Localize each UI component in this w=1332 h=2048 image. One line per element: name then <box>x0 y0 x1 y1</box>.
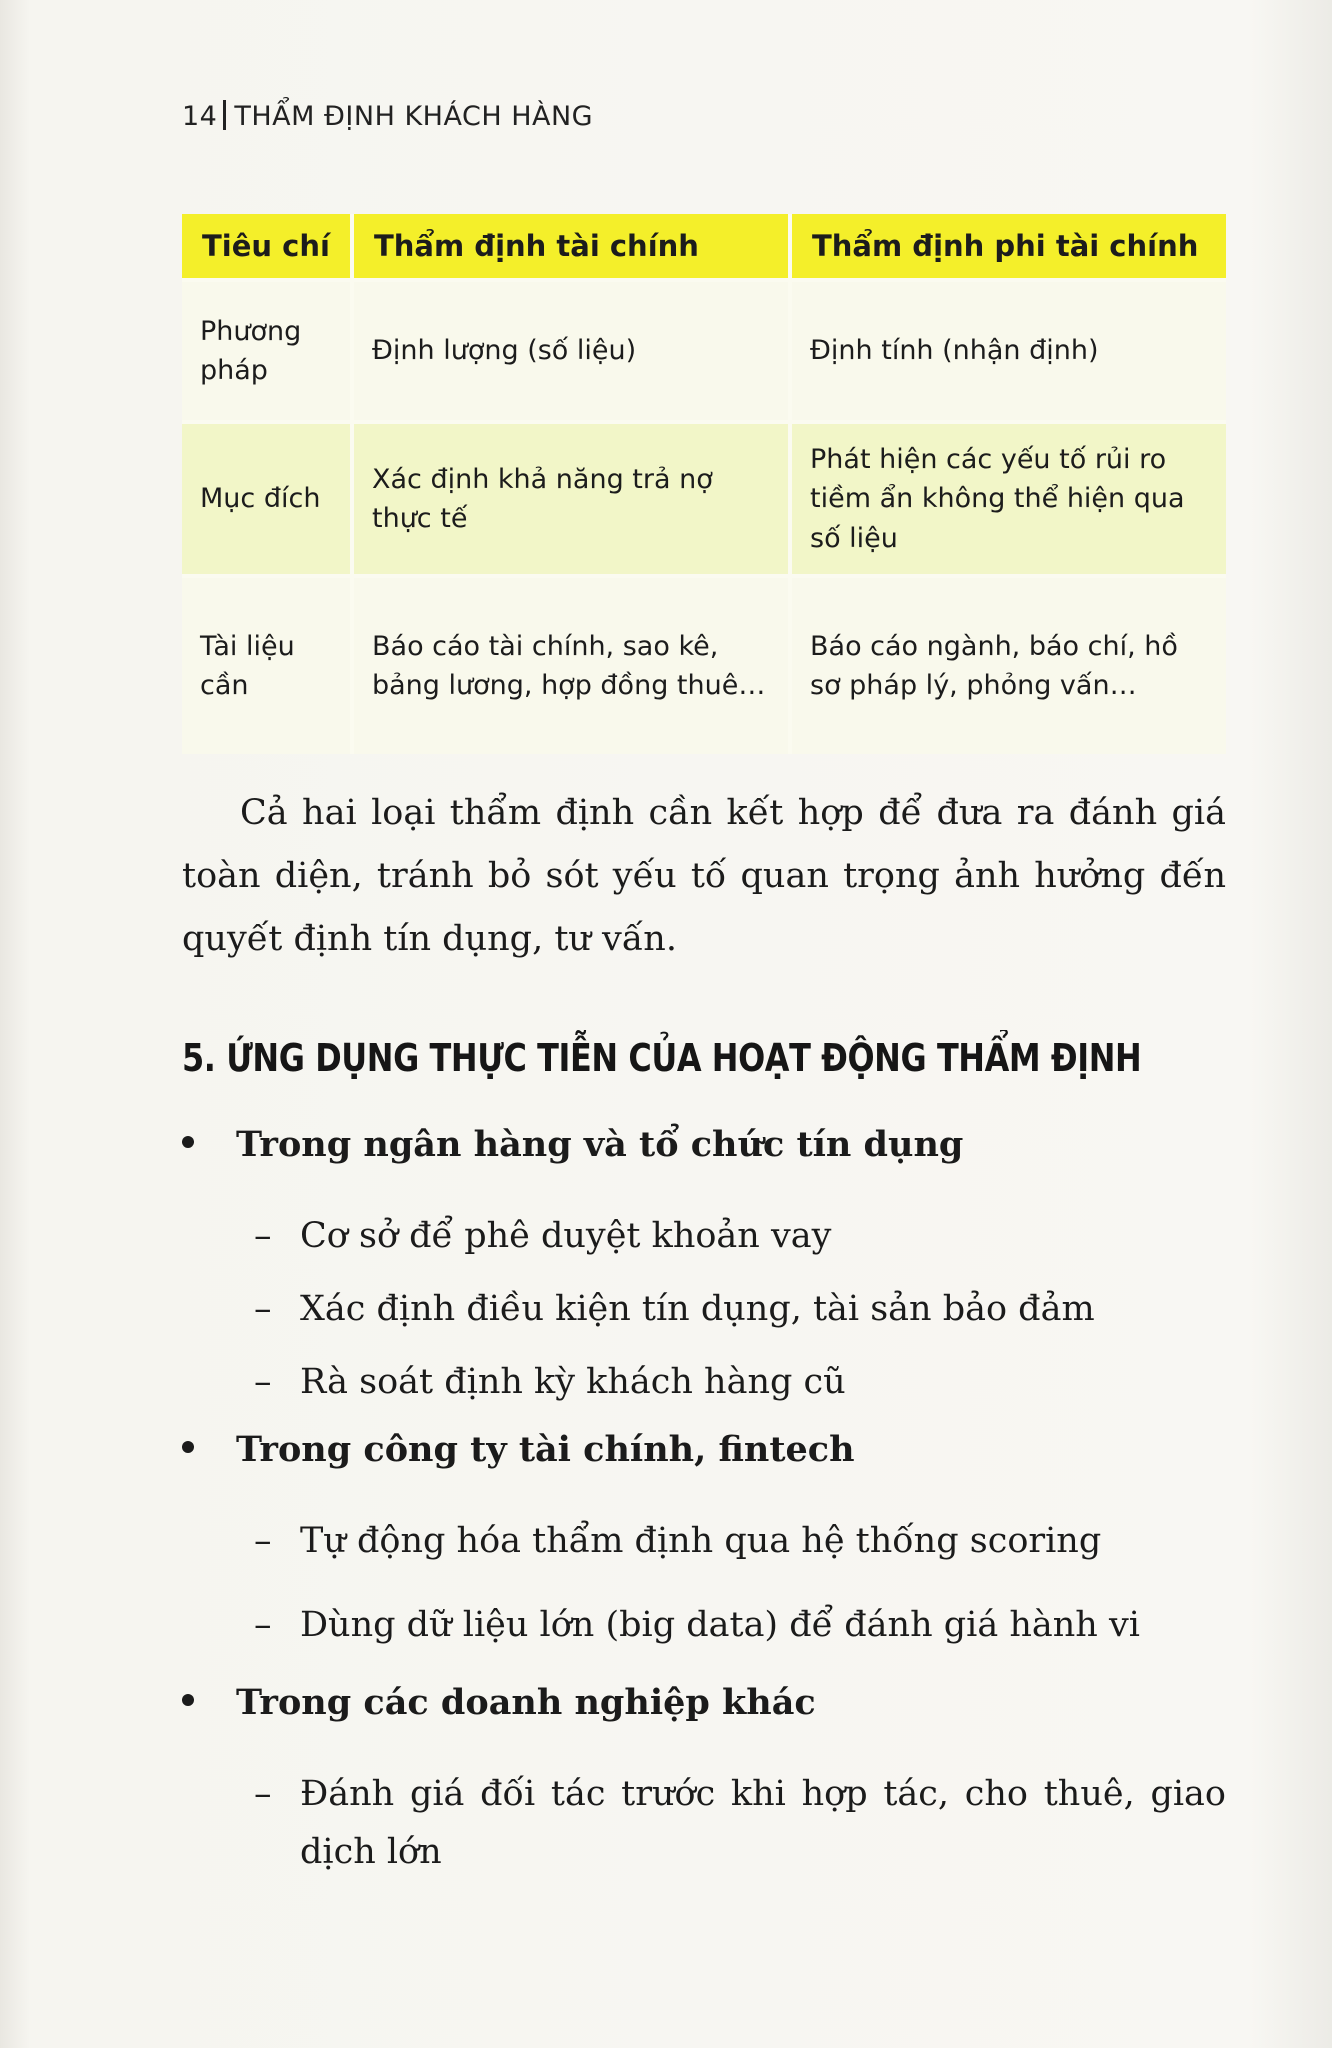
page-number: 14 <box>182 101 218 132</box>
dash-icon: – <box>254 1216 272 1256</box>
bullet-title: Trong công ty tài chính, fintech <box>236 1429 855 1470</box>
list-item-text: Tự động hóa thẩm định qua hệ thống scoring <box>300 1521 1102 1561</box>
table-cell: Định lượng (số liệu) <box>354 278 792 420</box>
comparison-table <box>182 214 1226 754</box>
body-paragraph: Cả hai loại thẩm định cần kết hợp để đưa ra đánh giá toàn diện, tránh bỏ sót yếu tố quan trọng ảnh hưởng đến quyết định tín dụng, tư vấn. <box>182 793 1226 959</box>
table-row <box>182 278 1226 420</box>
list-item <box>254 1207 1226 1265</box>
bullet-icon <box>182 1136 194 1148</box>
section-heading: 5. ỨNG DỤNG THỰC TIỄN CỦA HOẠT ĐỘNG THẨM ĐỊNH <box>182 1036 1142 1080</box>
list-item-text: Rà soát định kỳ khách hàng cũ <box>300 1362 846 1402</box>
list-item-text: Đánh giá đối tác trước khi hợp tác, cho thuê, giao dịch lớn <box>300 1774 1226 1872</box>
bullet-item <box>182 1429 855 1470</box>
table-cell: Mục đích <box>182 420 354 574</box>
table-cell: Báo cáo ngành, báo chí, hồ sơ pháp lý, phỏng vấn… <box>792 574 1226 754</box>
bullet-item <box>182 1124 963 1165</box>
list-item <box>254 1280 1226 1338</box>
bullet-item <box>182 1682 816 1723</box>
table-header-row <box>182 214 1226 278</box>
table-cell: Phát hiện các yếu tố rủi ro tiềm ẩn không thể hiện qua số liệu <box>792 420 1226 574</box>
table-cell: Phương pháp <box>182 278 354 420</box>
list-item <box>254 1353 1226 1411</box>
running-title: THẨM ĐỊNH KHÁCH HÀNG <box>234 101 594 132</box>
table-header-cell: Tiêu chí <box>182 214 354 278</box>
bullet-icon <box>182 1694 194 1706</box>
table-cell: Xác định khả năng trả nợ thực tế <box>354 420 792 574</box>
list-item-text: Cơ sở để phê duyệt khoản vay <box>300 1216 832 1256</box>
list-item <box>254 1596 1226 1654</box>
dash-icon: – <box>254 1362 272 1402</box>
table-cell: Tài liệu cần <box>182 574 354 754</box>
dash-icon: – <box>254 1521 272 1561</box>
bullet-title: Trong các doanh nghiệp khác <box>236 1682 816 1723</box>
bullet-title: Trong ngân hàng và tổ chức tín dụng <box>236 1124 964 1165</box>
dash-icon: – <box>254 1289 272 1329</box>
bullet-icon <box>182 1441 194 1453</box>
table-row <box>182 420 1226 574</box>
table-row <box>182 574 1226 754</box>
table-cell: Định tính (nhận định) <box>792 278 1226 420</box>
list-item <box>254 1512 1226 1570</box>
list-item-text: Dùng dữ liệu lớn (big data) để đánh giá hành vi <box>300 1605 1140 1645</box>
table-header-cell: Thẩm định tài chính <box>354 214 792 278</box>
dash-icon: – <box>254 1605 272 1645</box>
dash-icon: – <box>254 1774 272 1814</box>
header-separator <box>223 100 226 130</box>
list-item <box>254 1765 1226 1881</box>
list-item-text: Xác định điều kiện tín dụng, tài sản bảo đảm <box>300 1289 1095 1329</box>
table-cell: Báo cáo tài chính, sao kê, bảng lương, hợp đồng thuê… <box>354 574 792 754</box>
table-header-cell: Thẩm định phi tài chính <box>792 214 1226 278</box>
running-header <box>182 100 593 132</box>
